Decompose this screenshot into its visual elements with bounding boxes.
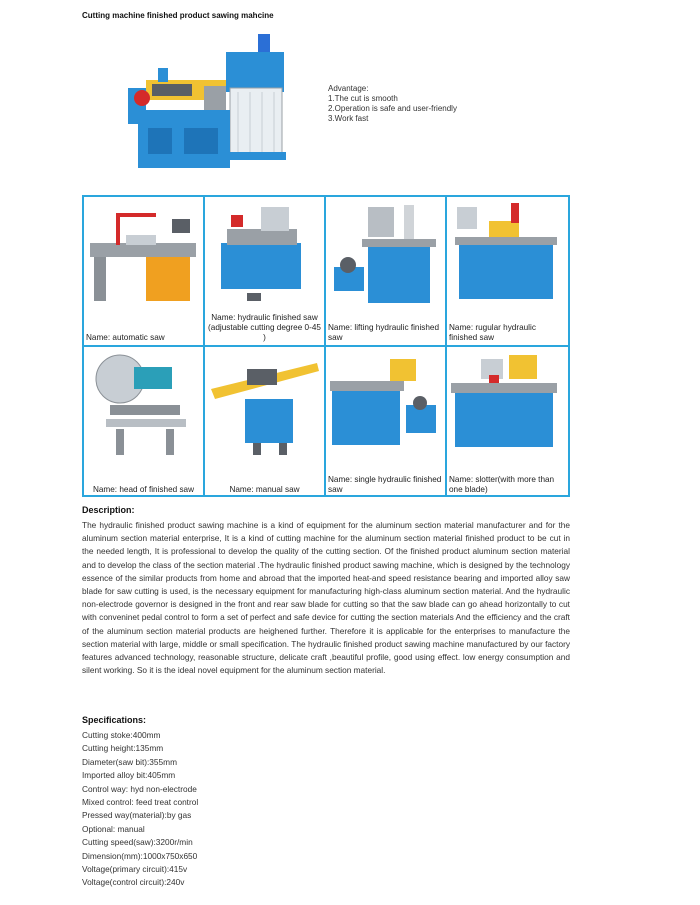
spec-item: Cutting speed(saw):3200r/min [82, 837, 193, 848]
product-grid [82, 195, 570, 497]
spec-item: Voltage(primary circuit):415v [82, 864, 188, 875]
spec-item: Imported alloy bit:405mm [82, 770, 176, 781]
saw-head-image [86, 349, 201, 459]
spec-item: Optional: manual [82, 823, 145, 834]
advantage-block [328, 84, 457, 124]
automatic-saw-image [86, 199, 201, 309]
specifications-heading: Specifications: [82, 715, 147, 725]
spec-item: Dimension(mm):1000x750x650 [82, 850, 198, 861]
spec-item: Control way: hyd non-electrode [82, 783, 197, 794]
slotter-image [449, 349, 564, 459]
hydraulic-finished-saw-image [207, 199, 322, 309]
spec-item: Cutting stoke:400mm [82, 730, 161, 740]
product-cell [205, 197, 326, 347]
advantage-item: 1.The cut is smooth [328, 94, 398, 103]
description-text: The hydraulic finished product sawing machine is a kind of equipment for the aluminum section material manufacturer and for the aluminum section material enterprise, It is a kind of cutting machine for the aluminum section material finished product to be cut in the needed length, It is professional to develop the quality of the cutting section. Of the finished product aluminum section material and to develop the class of the section material .The hydraulic finished product sawing machine, which is designed by the technology essence of the similar products from home and abroad that the imported heat-and speed resistance bearing and imported alloy saw blade for saw cutting is used, is the necessary equipment for manufacturing high-class aluminum section material. And the hydraulic non-electrode governor is designed in the front and rear saw blade for cutting so that the saw blade can go ahead horizontally to cut with conveninet pedal control to form a set of perfect and safe device for cutting the section materials And the efficiency and the craft of the aluminum section material products are heighened further. Therefore it is applicable for the enterprises to manufacture the section material with large, middle or small specification. The hydraulic finished product sawing machine manufactured by our factory features advanced technology, reasonable structure, delicate craft ,beautiful profile, good using effect. low energy consumption and silent working. So it is the ideal novel equipment for the aluminum section material. [82, 520, 570, 676]
product-cell [326, 347, 447, 497]
spec-item: Diameter(saw bit):355mm [82, 756, 177, 767]
spec-item: Pressed way(material):by gas [82, 810, 192, 821]
product-name: Name: single hydraulic finished saw [328, 475, 442, 494]
advantage-heading: Advantage: [328, 84, 369, 93]
product-cell [447, 197, 568, 347]
specifications-list [82, 729, 198, 890]
product-name: Name: rugular hydraulic finished saw [449, 323, 536, 342]
regular-hydraulic-saw-image [449, 199, 564, 309]
spec-item: Cutting height:135mm [82, 743, 164, 754]
product-cell [326, 197, 447, 347]
product-cell [84, 347, 205, 497]
lifting-hydraulic-saw-image [328, 199, 443, 309]
product-name: Name: head of finished saw [92, 485, 195, 494]
manual-saw-image [207, 349, 322, 459]
product-name: Name: slotter(with more than one blade) [449, 475, 555, 494]
single-hydraulic-saw-image [328, 349, 443, 459]
product-cell [84, 197, 205, 347]
spec-item: Voltage(control circuit):240v [82, 877, 185, 888]
description-heading: Description: [82, 505, 135, 515]
product-cell [447, 347, 568, 497]
spec-item: Mixed control: feed treat control [82, 797, 199, 808]
advantage-item: 2.Operation is safe and user-friendly [328, 104, 457, 113]
advantage-item: 3.Work fast [328, 114, 369, 123]
hero-machine-image [118, 28, 314, 178]
product-name: Name: hydraulic finished saw (adjustable cutting degree 0-45 ) [208, 313, 321, 342]
product-name: Name: manual saw [229, 485, 300, 494]
product-name: Name: automatic saw [86, 333, 165, 342]
product-cell [205, 347, 326, 497]
page-title: Cutting machine finished product sawing mahcine [82, 11, 274, 20]
product-name: Name: lifting hydraulic finished saw [328, 323, 440, 342]
